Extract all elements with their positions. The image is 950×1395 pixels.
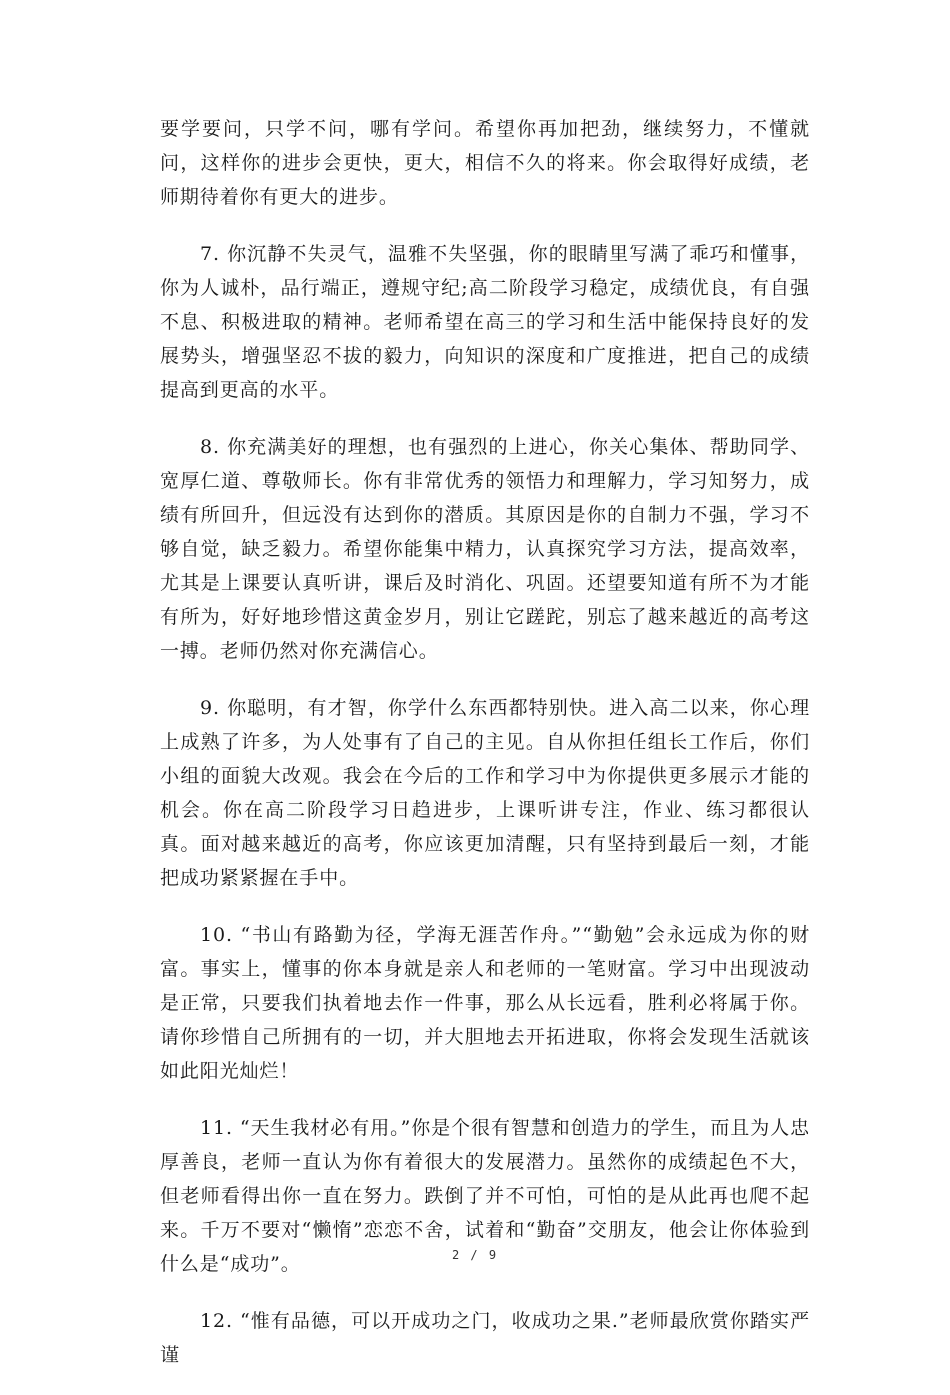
document-body: [160, 112, 810, 1395]
paragraph-item-11: 11. “天生我材必有用。”你是个很有智慧和创造力的学生，而且为人忠厚善良，老师一直认为你有着很大的发展潜力。虽然你的成绩起色不大，但老师看得出你一直在努力。跌倒了并不可怕，可怕的是从此再也爬不起来。千万不要对“懒惰”恋恋不舍，试着和“勤奋”交朋友，他会让你体验到什么是“成功”。: [160, 1117, 810, 1275]
paragraph-continued: 要学要问，只学不问，哪有学问。希望你再加把劲，继续努力，不懂就问，这样你的进步会更快，更大，相信不久的将来。你会取得好成绩，老师期待着你有更大的进步。: [160, 118, 810, 208]
paragraph-item-10: 10. “书山有路勤为径，学海无涯苦作舟。”“勤勉”会永远成为你的财富。事实上，懂事的你本身就是亲人和老师的一笔财富。学习中出现波动是正常，只要我们执着地去作一件事，那么从长远看，胜利必将属于你。请你珍惜自己所拥有的一切，并大胆地去开拓进取，你将会发现生活就该如此阳光灿烂！: [160, 924, 810, 1082]
paragraph-item-9: 9. 你聪明，有才智，你学什么东西都特别快。进入高二以来，你心理上成熟了许多，为人处事有了自己的主见。自从你担任组长工作后，你们小组的面貌大改观。我会在今后的工作和学习中为你提供更多展示才能的机会。你在高二阶段学习日趋进步，上课听讲专注，作业、练习都很认真。面对越来越近的高考，你应该更加清醒，只有坚持到最后一刻，才能把成功紧紧握在手中。: [160, 697, 810, 889]
page-number: 2 / 9: [451, 1248, 499, 1262]
paragraph-item-8: 8. 你充满美好的理想，也有强烈的上进心，你关心集体、帮助同学、宽厚仁道、尊敬师长。你有非常优秀的领悟力和理解力，学习知努力，成绩有所回升，但远没有达到你的潜质。其原因是你的自制力不强，学习不够自觉，缺乏毅力。希望你能集中精力，认真探究学习方法，提高效率，尤其是上课要认真听讲，课后及时消化、巩固。还望要知道有所不为才能有所为，好好地珍惜这黄金岁月，别让它蹉跎，别忘了越来越近的高考这一搏。老师仍然对你充满信心。: [160, 436, 810, 662]
paragraph-item-7: 7. 你沉静不失灵气，温雅不失坚强，你的眼睛里写满了乖巧和懂事，你为人诚朴，品行端正，遵规守纪;高二阶段学习稳定，成绩优良，有自强不息、积极进取的精神。老师希望在高三的学习和生活中能保持良好的发展势头，增强坚忍不拔的毅力，向知识的深度和广度推进，把自己的成绩提高到更高的水平。: [160, 243, 810, 401]
paragraph-item-12: 12. “惟有品德，可以开成功之门，收成功之果.”老师最欣赏你踏实严谨: [160, 1310, 810, 1366]
